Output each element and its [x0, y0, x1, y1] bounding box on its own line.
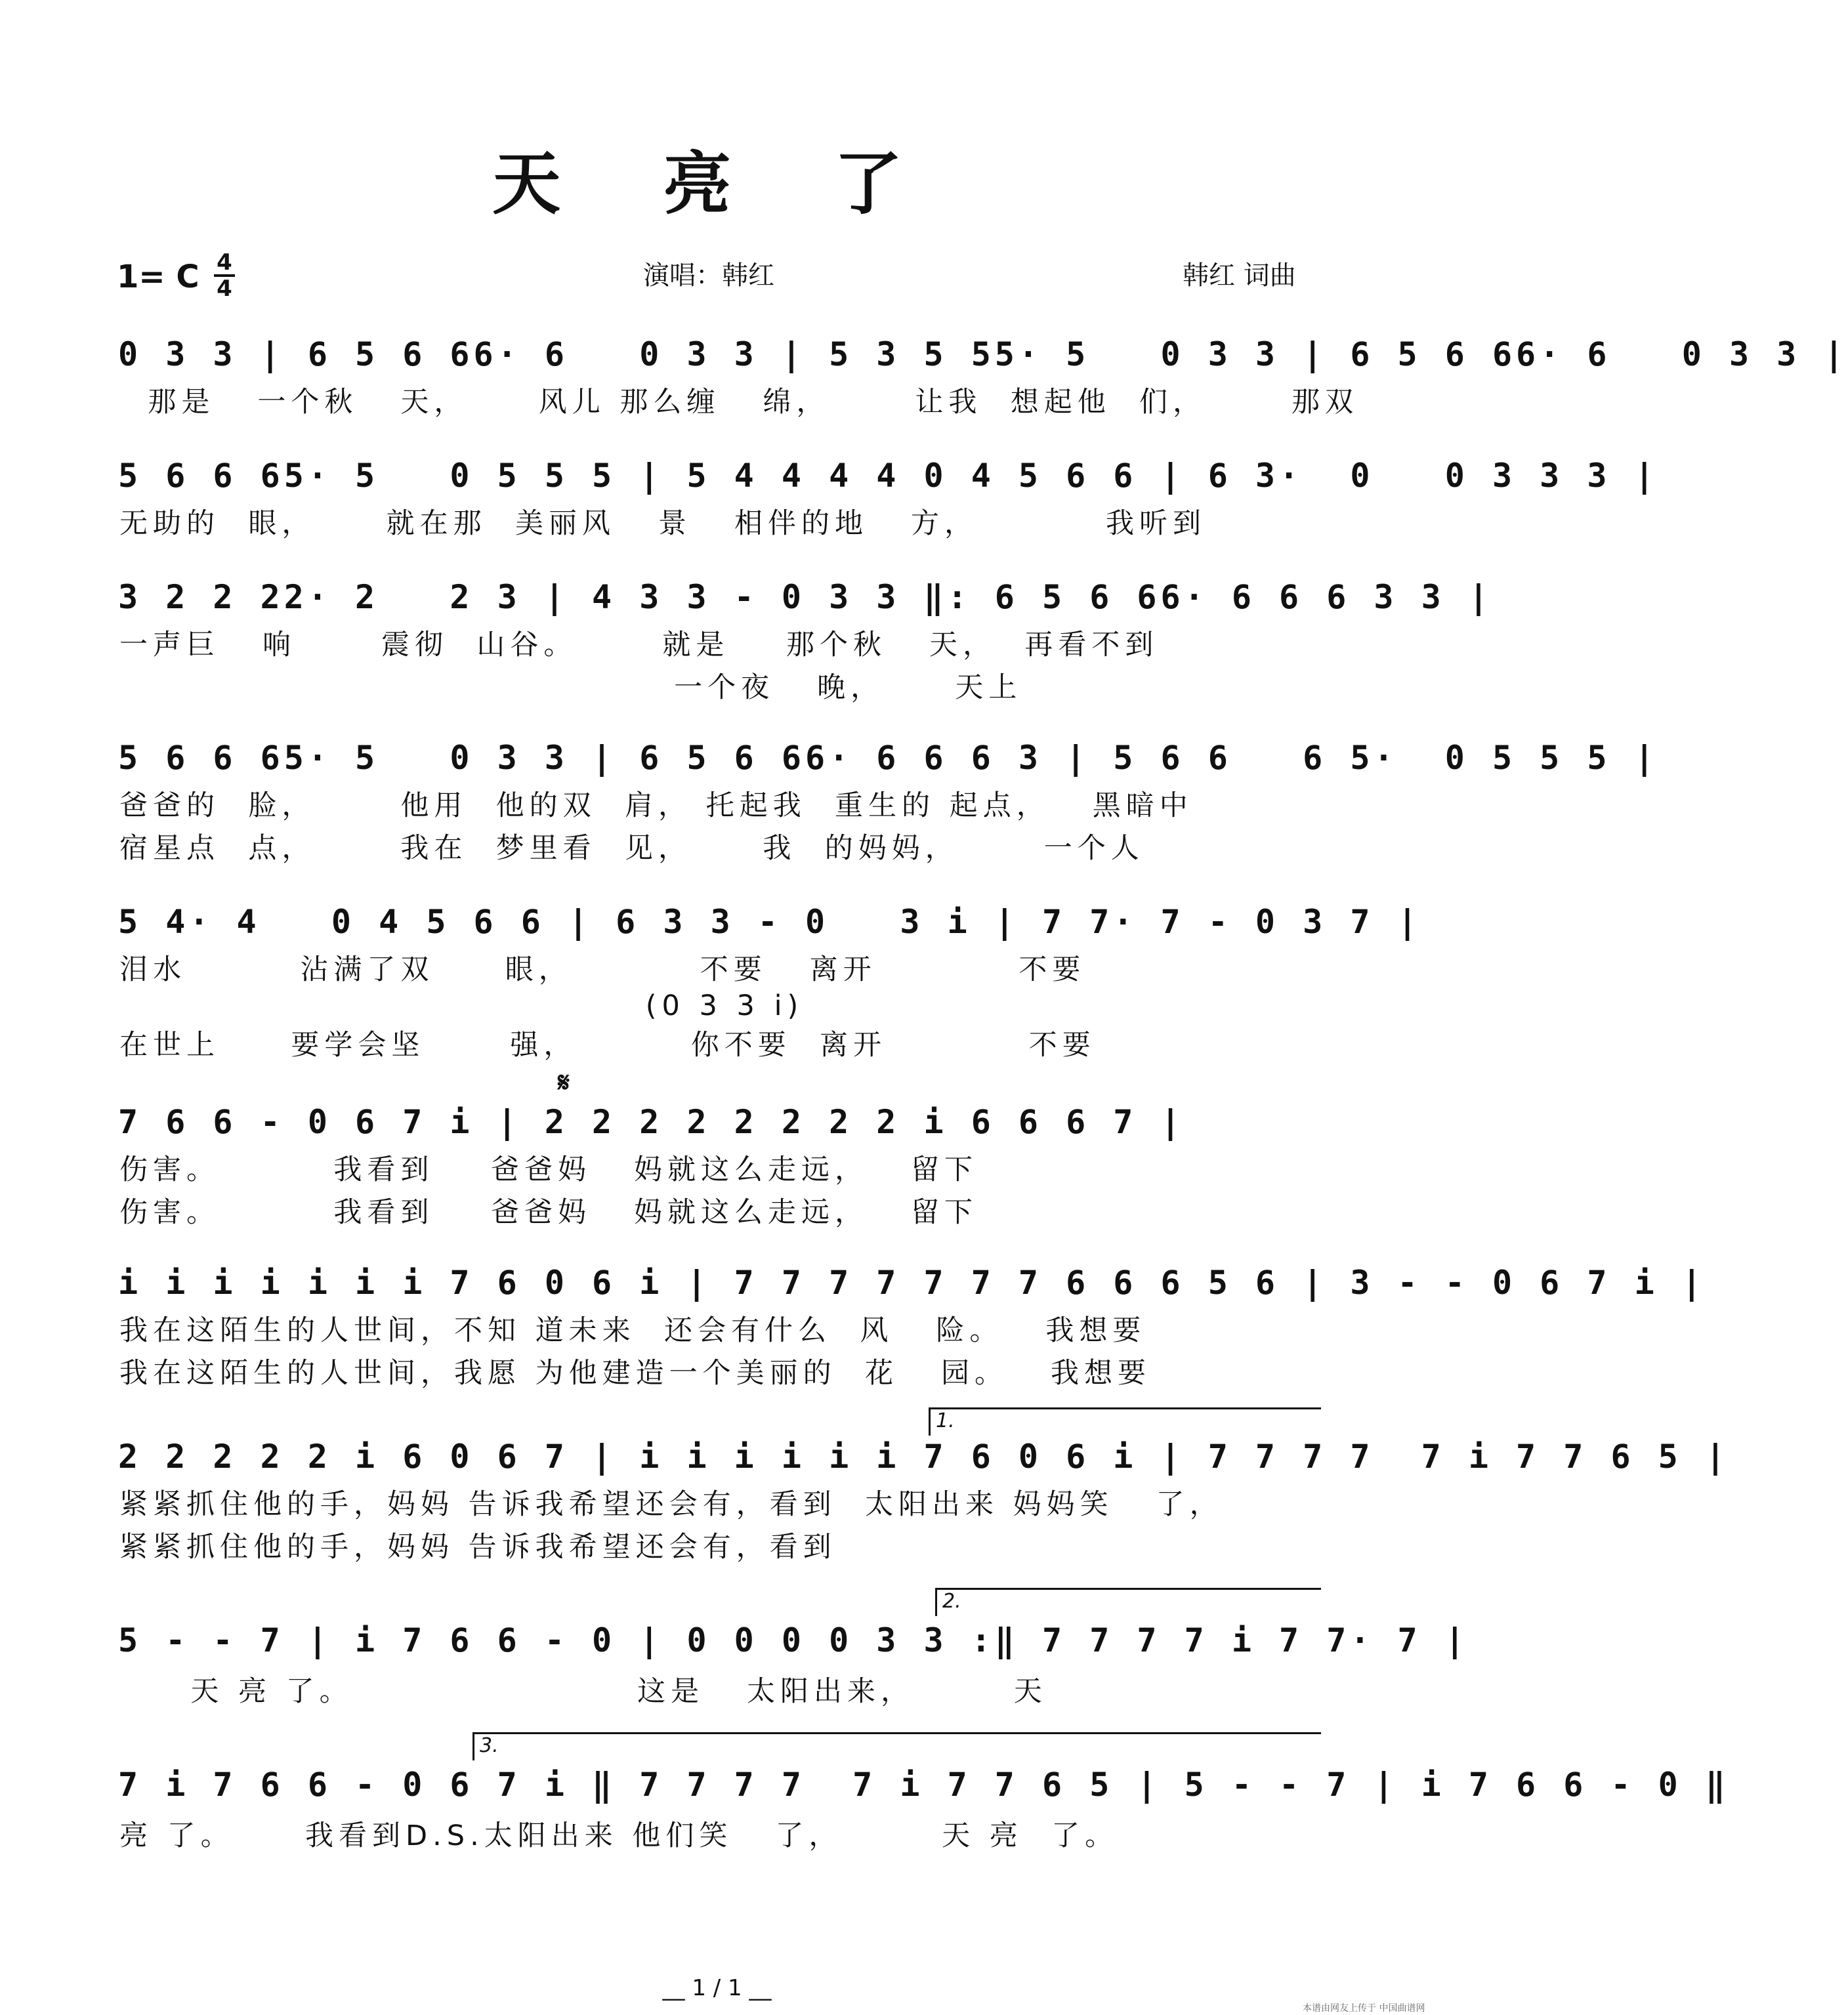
site-watermark: 本谱由网友上传于 中国曲谱网 — [1303, 2003, 1425, 2014]
volta-2-label: 2. — [942, 1590, 961, 1613]
volta-3-label: 3. — [480, 1734, 499, 1757]
volta-bracket-2 — [935, 1588, 1321, 1616]
lyric-line-10: 亮 了。 我看到D.S.太阳出来 他们笑 了， 天 亮 了。 — [119, 1819, 1119, 1852]
score-line-4: 5 6 6 65· 5 0 3 3 | 6 5 6 66· 6 6 6 3 | 5 6 6 6 5· 0 5 5 5 | — [118, 739, 1658, 777]
score-line-5: 5 4· 4 0 4 5 6 6 | 6 3 3 - 0 3 i | 7 7· 7 - 0 3 7 | — [118, 903, 1421, 941]
lyric-line-1: 那是 一个秋 天， 风儿 那么缠 绵， 让我 想起他 们， 那双 — [119, 386, 1359, 419]
score-line-9: 5 - - 7 | i 7 6 6 - 0 | 0 0 0 0 3 3 :‖ 7 7 7 7 i 7 7· 7 | — [118, 1621, 1469, 1659]
volta-bracket-3 — [472, 1732, 1321, 1760]
lyric-line-8a: 紧紧抓住他的手，妈妈 告诉我希望还会有，看到 太阳出来 妈妈笑 了， — [119, 1488, 1223, 1521]
score-line-10: 7 i 7 6 6 - 0 6 7 i ‖ 7 7 7 7 7 i 7 7 6 5 | 5 - - 7 | i 7 6 6 - 0 ‖ — [118, 1766, 1729, 1804]
score-line-6: 7 6 6 - 0 6 7 i | 2 2 2 2 2 2 2 2 i 6 6 6 7 | — [118, 1103, 1185, 1141]
score-line-8: 2 2 2 2 2 i 6 0 6 7 | i i i i i i 7 6 0 6 i | 7 7 7 7 7 i 7 7 6 5 | — [118, 1438, 1729, 1476]
song-title: 天 亮 了 — [492, 143, 942, 224]
lyric-line-4a: 爸爸的 脸， 他用 他的双 肩， 托起我 重生的 起点， 黑暗中 — [119, 789, 1193, 822]
lyric-line-4b: 宿星点 点， 我在 梦里看 见， 我 的妈妈， 一个人 — [119, 832, 1144, 865]
segno-sign: 𝄋 — [558, 1066, 570, 1098]
lyric-line-5a: 泪水 沾满了双 眼， 不要 离开 不要 — [119, 953, 1086, 986]
lyric-line-3b: 一个夜 晚， 天上 — [119, 671, 1022, 704]
score-line-7: i i i i i i i 7 6 0 6 i | 7 7 7 7 7 7 7 6 6 6 5 6 | 3 - - 0 6 7 i | — [118, 1264, 1706, 1302]
lyric-line-6a: 伤害。 我看到 爸爸妈 妈就这么走远， 留下 — [119, 1153, 978, 1186]
score-line-3: 3 2 2 22· 2 2 3 | 4 3 3 - 0 3 3 ‖: 6 5 6 66· 6 6 6 3 3 | — [118, 578, 1492, 616]
lyric-line-2: 无助的 眼， 就在那 美丽风 景 相伴的地 方， 我听到 — [119, 507, 1207, 540]
page-number: __ 1 / 1 __ — [662, 1975, 772, 2001]
lyric-line-3a: 一声巨 响 震彻 山谷。 就是 那个秋 天， 再看不到 — [119, 629, 1159, 661]
lyric-line-7a: 我在这陌生的人世间，不知 道未来 还会有什么 风 险。 我想要 — [119, 1314, 1146, 1347]
volta-1-label: 1. — [936, 1409, 955, 1432]
lyric-line-7b: 我在这陌生的人世间，我愿 为他建造一个美丽的 花 园。 我想要 — [119, 1357, 1152, 1390]
composer-credit: 韩红 词曲 — [1183, 260, 1296, 291]
score-line-1: 0 3 3 | 6 5 6 66· 6 0 3 3 | 5 3 5 55· 5 0 3 3 | 6 5 6 66· 6 0 3 3 | — [118, 335, 1848, 373]
time-signature — [211, 251, 238, 301]
lyric-line-9: 天 亮 了。 这是 太阳出来， 天 — [119, 1675, 1047, 1708]
time-signature-bottom: 4 — [217, 276, 232, 302]
score-line-2: 5 6 6 65· 5 0 5 5 5 | 5 4 4 4 4 0 4 5 6 6 | 6 3· 0 0 3 3 3 | — [118, 457, 1658, 495]
lyric-line-6b: 伤害。 我看到 爸爸妈 妈就这么走远， 留下 — [119, 1196, 978, 1229]
volta-bracket-1 — [929, 1407, 1321, 1436]
time-signature-top: 4 — [217, 249, 232, 276]
lyric-line-8b: 紧紧抓住他的手，妈妈 告诉我希望还会有，看到 — [119, 1531, 837, 1564]
key-signature: 1= C — [117, 259, 200, 295]
lyric-line-5-alt-notes: (0 3 3 i) — [119, 989, 804, 1022]
lyric-line-5b: 在世上 要学会坚 强， 你不要 离开 不要 — [119, 1029, 1096, 1062]
singer-credit: 演唱：韩红 — [643, 260, 774, 291]
